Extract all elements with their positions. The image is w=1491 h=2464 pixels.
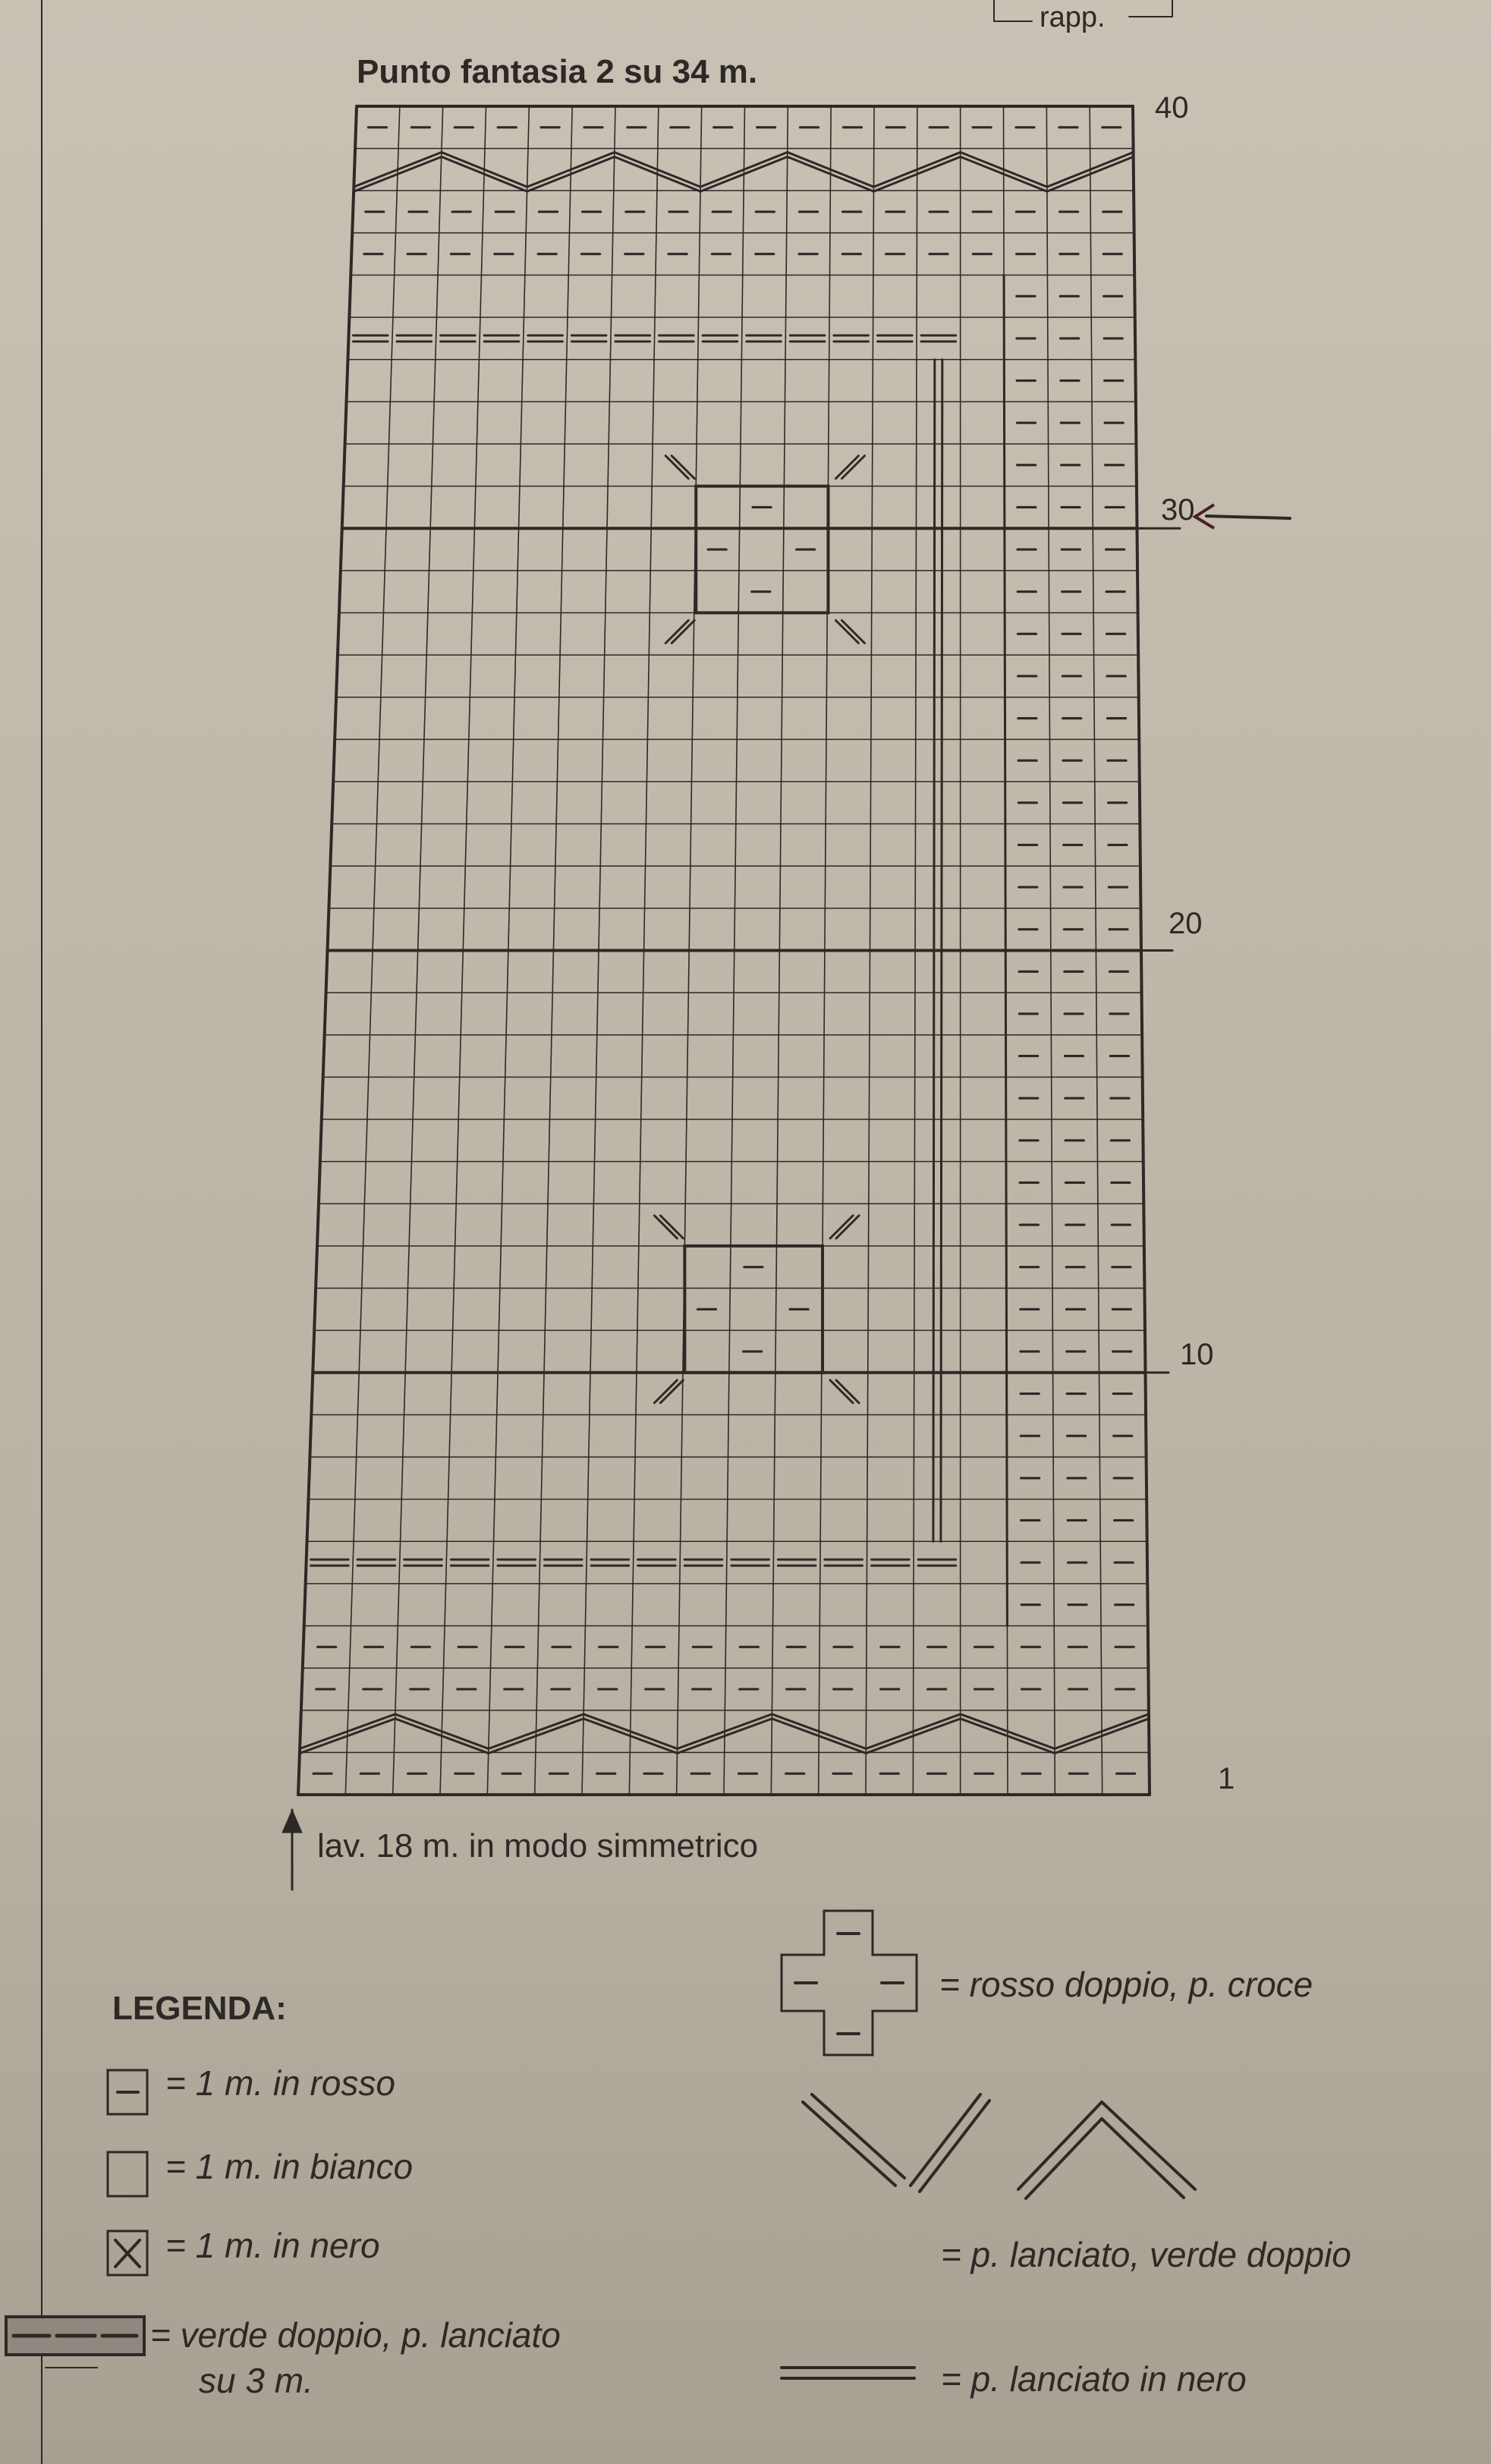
vertical-running-stitch [941, 360, 942, 1542]
cross-motif-upper [672, 621, 694, 644]
cross-motif-lower [830, 1216, 853, 1238]
row-number-40: 40 [1155, 91, 1189, 124]
footer-note: lav. 18 m. in modo simmetrico [317, 1827, 759, 1865]
cross-motif-upper [665, 621, 688, 644]
cross-motif-upper [665, 456, 688, 479]
cross-motif-upper [835, 621, 858, 644]
row-number-30: 30 [1161, 493, 1195, 527]
repeat-label: rapp. [1040, 2, 1106, 33]
start-arrow-head [282, 1810, 302, 1833]
cross-motif-upper [841, 456, 864, 479]
cross-motif-lower [660, 1216, 683, 1238]
legend-double-diagonal [1018, 2102, 1102, 2189]
cross-motif-upper [672, 456, 694, 479]
legend-title: LEGENDA: [112, 1990, 287, 2027]
legend-double-diagonal [911, 2094, 980, 2186]
legend-cross-text: = rosso doppio, p. croce [939, 1965, 1313, 2004]
row-number-1: 1 [1218, 1762, 1235, 1795]
cross-motif-upper [841, 621, 864, 644]
legend-double-diagonal [1102, 2102, 1195, 2189]
chart-title: Punto fantasia 2 su 34 m. [357, 53, 758, 90]
legend-white-stitch-text: = 1 m. in bianco [165, 2147, 414, 2186]
legend-green-bar-text-2: su 3 m. [199, 2361, 313, 2400]
cross-motif-lower [654, 1380, 677, 1403]
legend-double-diagonal [920, 2101, 989, 2192]
legend-double-diagonal [812, 2094, 904, 2178]
cross-motif-lower [654, 1216, 677, 1238]
legend-double-diagonal [1026, 2119, 1102, 2198]
legend-empty-cell [108, 2152, 147, 2196]
legend-double-diagonal [1102, 2119, 1184, 2198]
cross-motif-lower [660, 1380, 683, 1403]
row-number-20: 20 [1169, 907, 1203, 940]
vertical-running-stitch [933, 360, 935, 1542]
legend-double-diagonal [803, 2102, 895, 2186]
legend-black-lines-text: = p. lanciato in nero [941, 2359, 1247, 2399]
legend-green-bar-text: = verde doppio, p. lanciato [150, 2315, 561, 2355]
legend-black-stitch-text: = 1 m. in nero [165, 2226, 380, 2265]
row-number-10: 10 [1180, 1338, 1214, 1371]
cross-motif-lower [830, 1380, 853, 1403]
cross-motif-lower [836, 1216, 859, 1238]
row-30-arrow [1206, 516, 1290, 518]
legend-red-stitch-text: = 1 m. in rosso [165, 2063, 395, 2103]
cross-motif-upper [835, 456, 858, 479]
cross-motif-lower [836, 1380, 859, 1403]
legend-diagonal-text: = p. lanciato, verde doppio [941, 2235, 1351, 2274]
